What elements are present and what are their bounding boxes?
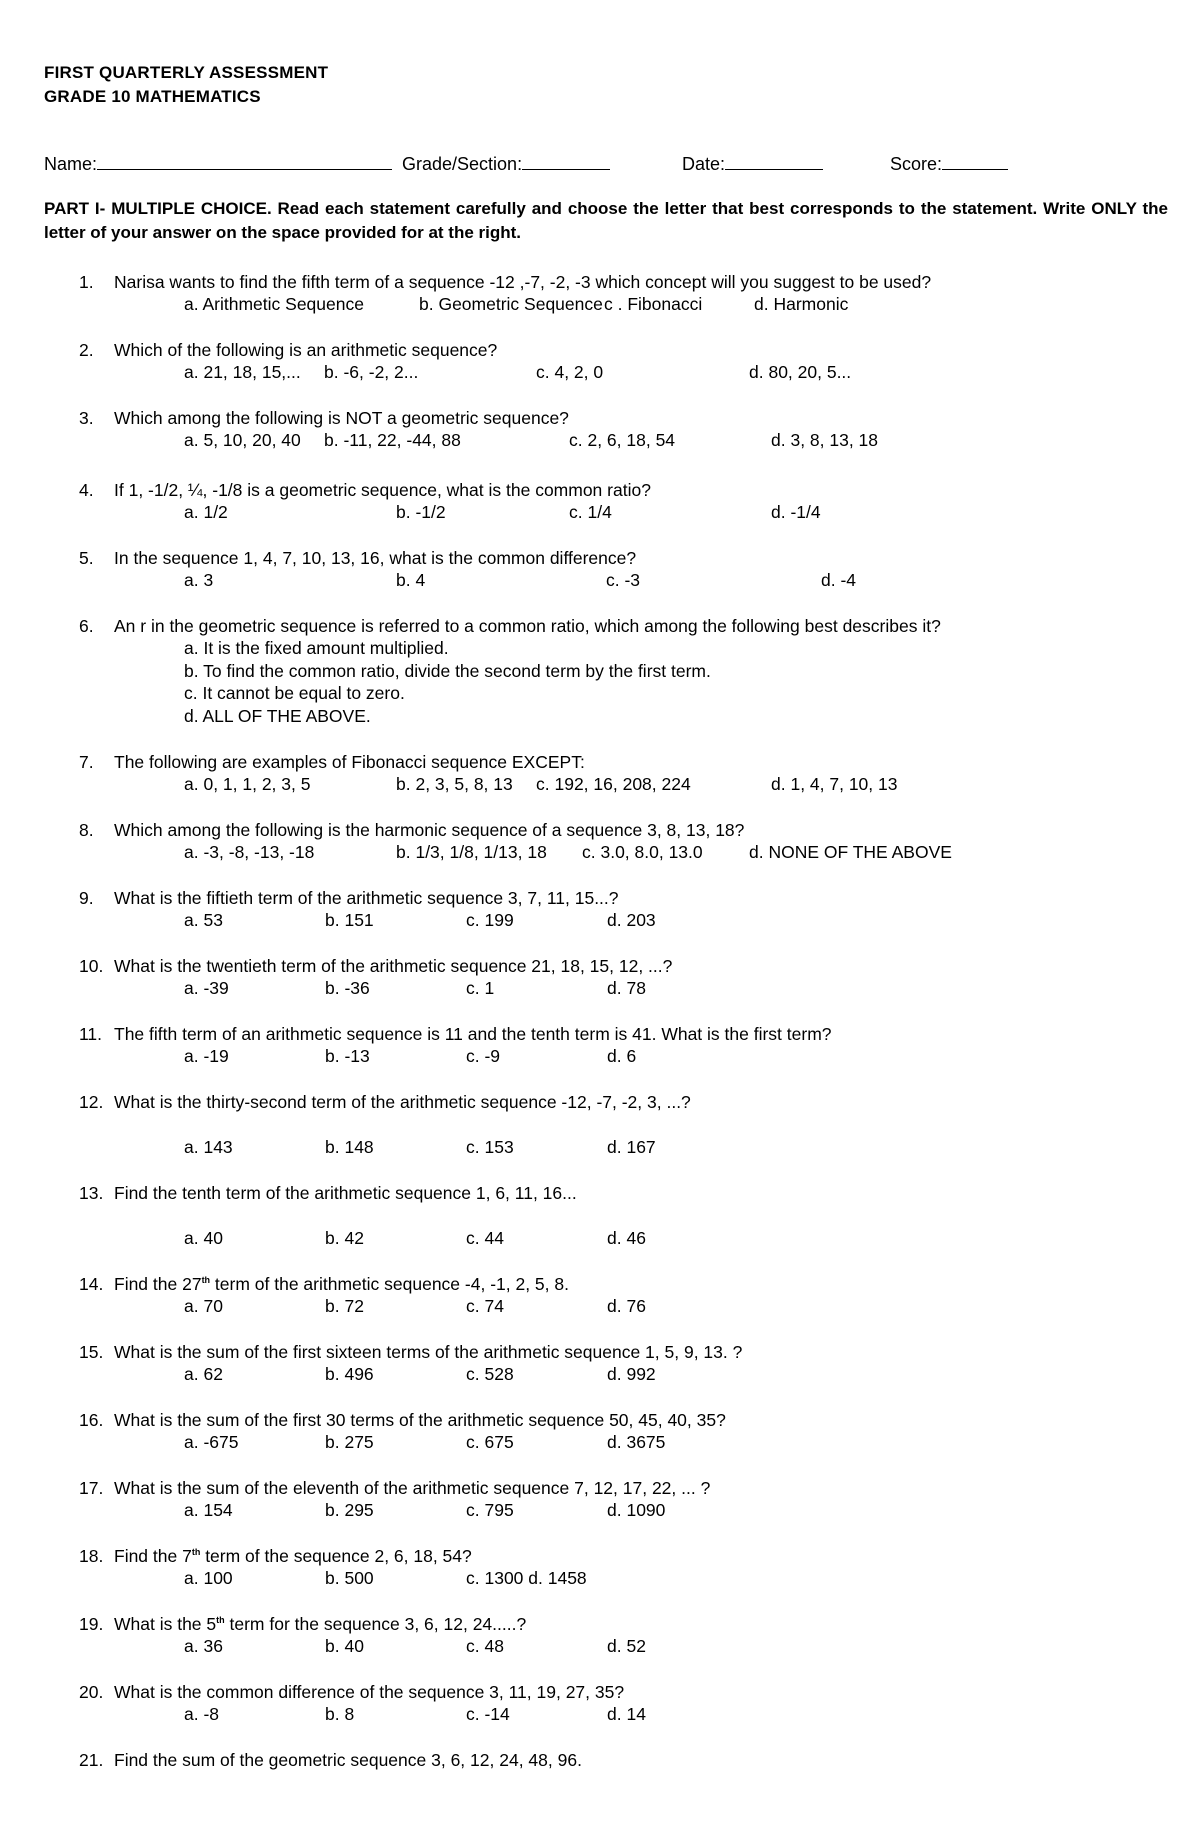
question-number: 16. xyxy=(79,1410,104,1430)
answer-option: c. It cannot be equal to zero. xyxy=(184,683,405,703)
answer-option: c. 74 xyxy=(466,1296,504,1316)
answer-option: b. -6, -2, 2... xyxy=(324,362,419,382)
answer-option: d. NONE OF THE ABOVE xyxy=(749,842,952,862)
answer-option: d. 992 xyxy=(607,1364,656,1384)
answer-option: b. 500 xyxy=(325,1568,374,1588)
answer-option: a. 36 xyxy=(184,1636,223,1656)
answer-option: b. -13 xyxy=(325,1046,370,1066)
grade-section-label: Grade/Section: xyxy=(402,154,523,174)
answer-option: b. 42 xyxy=(325,1228,364,1248)
question-text: Which among the following is the harmonic sequence of a sequence 3, 8, 13, 18? xyxy=(114,820,745,840)
answer-option: d. 203 xyxy=(607,910,656,930)
answer-option: c. 1300 d. 1458 xyxy=(466,1568,587,1588)
question-text: Find the 27th term of the arithmetic sequence -4, -1, 2, 5, 8. xyxy=(114,1274,569,1294)
answer-option: d. 46 xyxy=(607,1228,646,1248)
answer-option: a. 62 xyxy=(184,1364,223,1384)
question-text: What is the sum of the first 30 terms of the arithmetic sequence 50, 45, 40, 35? xyxy=(114,1410,726,1430)
answer-option: a. It is the fixed amount multiplied. xyxy=(184,638,449,658)
question-number: 17. xyxy=(79,1478,104,1498)
answer-option: b. 275 xyxy=(325,1432,374,1452)
instructions: PART I- MULTIPLE CHOICE. Read each statement carefully and choose the letter that best corresponds to the statement. Write ONLY the letter of your answer on the space provided for at the right. xyxy=(44,199,1168,242)
ordinal-superscript: th xyxy=(191,1547,201,1558)
question-text: What is the thirty-second term of the arithmetic sequence -12, -7, -2, 3, ...? xyxy=(114,1092,691,1112)
answer-option: c. 3.0, 8.0, 13.0 xyxy=(582,842,703,862)
answer-option: a. 70 xyxy=(184,1296,223,1316)
answer-option: c. 528 xyxy=(466,1364,514,1384)
question-text: Find the 7th term of the sequence 2, 6, 18, 54? xyxy=(114,1546,472,1566)
page-title: FIRST QUARTERLY ASSESSMENT xyxy=(44,63,329,82)
answer-option: a. -3, -8, -13, -18 xyxy=(184,842,315,862)
question-text: In the sequence 1, 4, 7, 10, 13, 16, what is the common difference? xyxy=(114,548,637,568)
question-number: 14. xyxy=(79,1274,104,1294)
answer-option: c. 795 xyxy=(466,1500,514,1520)
answer-option: c. 675 xyxy=(466,1432,514,1452)
answer-option: a. 3 xyxy=(184,570,214,590)
answer-option: d. -4 xyxy=(821,570,857,590)
answer-option: b. -36 xyxy=(325,978,370,998)
answer-option: d. ALL OF THE ABOVE. xyxy=(184,705,371,726)
question-text: What is the 5th term for the sequence 3, 6, 12, 24.....? xyxy=(114,1614,527,1634)
question-number: 13. xyxy=(79,1183,104,1203)
answer-option: a. 154 xyxy=(184,1500,233,1520)
answer-option: a. 53 xyxy=(184,910,223,930)
answer-option: d. 3, 8, 13, 18 xyxy=(771,430,879,450)
answer-option: d. 167 xyxy=(607,1137,656,1157)
answer-option: c. 48 xyxy=(466,1636,504,1656)
answer-option: a. 100 xyxy=(184,1568,233,1588)
answer-option: d. 6 xyxy=(607,1046,637,1066)
question-number: 3. xyxy=(79,408,94,428)
question-text: What is the fiftieth term of the arithmetic sequence 3, 7, 11, 15...? xyxy=(114,888,619,908)
answer-option: a. -8 xyxy=(184,1704,220,1724)
question-number: 15. xyxy=(79,1342,104,1362)
answer-option: c . Fibonacci xyxy=(604,294,703,314)
question-number: 8. xyxy=(79,820,94,840)
score-label: Score: xyxy=(890,154,943,174)
answer-option: b. 151 xyxy=(325,910,374,930)
answer-option: b. 8 xyxy=(325,1704,355,1724)
answer-option: b. 496 xyxy=(325,1364,374,1384)
question-text: What is the twentieth term of the arithmetic sequence 21, 18, 15, 12, ...? xyxy=(114,956,673,976)
answer-option: a. Arithmetic Sequence xyxy=(184,294,364,314)
answer-option: a. 0, 1, 1, 2, 3, 5 xyxy=(184,774,311,794)
answer-option: b. Geometric Sequence xyxy=(419,294,603,314)
question-text: What is the sum of the eleventh of the arithmetic sequence 7, 12, 17, 22, ... ? xyxy=(114,1478,711,1498)
answer-option: b. -1/2 xyxy=(396,502,446,522)
question-text: Narisa wants to find the fifth term of a sequence -12 ,-7, -2, -3 which concept will you suggest to be used? xyxy=(114,272,932,292)
answer-option: d. 1, 4, 7, 10, 13 xyxy=(771,774,898,794)
question-text: The fifth term of an arithmetic sequence is 11 and the tenth term is 41. What is the first term? xyxy=(114,1024,832,1044)
answer-option: a. -39 xyxy=(184,978,229,998)
question-text: What is the sum of the first sixteen terms of the arithmetic sequence 1, 5, 9, 13. ? xyxy=(114,1342,743,1362)
question-number: 6. xyxy=(79,616,94,636)
answer-option: c. 2, 6, 18, 54 xyxy=(569,430,676,450)
answer-option: a. 40 xyxy=(184,1228,223,1248)
question-text: Which among the following is NOT a geometric sequence? xyxy=(114,408,569,428)
question-number: 20. xyxy=(79,1682,104,1702)
answer-option: d. 1090 xyxy=(607,1500,666,1520)
question-number: 19. xyxy=(79,1614,104,1634)
answer-option: b. To find the common ratio, divide the second term by the first term. xyxy=(184,660,711,681)
answer-option: a. 21, 18, 15,... xyxy=(184,362,301,382)
question-number: 1. xyxy=(79,272,94,292)
answer-option: d. Harmonic xyxy=(754,294,849,314)
answer-option: b. 72 xyxy=(325,1296,364,1316)
answer-option: a. 1/2 xyxy=(184,502,228,522)
answer-option: d. 80, 20, 5... xyxy=(749,362,852,382)
answer-option: d. 3675 xyxy=(607,1432,666,1452)
question-number: 11. xyxy=(79,1024,103,1044)
answer-option: c. 1 xyxy=(466,978,495,998)
answer-option: d. 76 xyxy=(607,1296,646,1316)
question-text: An r in the geometric sequence is referred to a common ratio, which among the following best describes it? xyxy=(114,616,941,636)
answer-option: b. -11, 22, -44, 88 xyxy=(324,430,461,450)
question-number: 9. xyxy=(79,888,94,908)
answer-option: c. 4, 2, 0 xyxy=(536,362,604,382)
answer-option: a. 143 xyxy=(184,1137,233,1157)
answer-option: d. -1/4 xyxy=(771,502,821,522)
answer-option: b. 1/3, 1/8, 1/13, 18 xyxy=(396,842,547,862)
answer-option: b. 2, 3, 5, 8, 13 xyxy=(396,774,513,794)
answer-option: c. -9 xyxy=(466,1046,501,1066)
answer-option: c. -14 xyxy=(466,1704,510,1724)
question-text: What is the common difference of the sequence 3, 11, 19, 27, 35? xyxy=(114,1682,625,1702)
answer-option: c. 199 xyxy=(466,910,514,930)
answer-option: d. 14 xyxy=(607,1704,646,1724)
answer-option: c. 192, 16, 208, 224 xyxy=(536,774,691,794)
answer-option: c. 153 xyxy=(466,1137,514,1157)
answer-option: b. 4 xyxy=(396,570,426,590)
ordinal-superscript: th xyxy=(216,1615,225,1626)
question-text: If 1, -1/2, ¼, -1/8 is a geometric sequence, what is the common ratio? xyxy=(114,480,651,500)
answer-option: d. 52 xyxy=(607,1636,646,1656)
answer-option: c. 1/4 xyxy=(569,502,612,522)
answer-option: b. 40 xyxy=(325,1636,364,1656)
question-number: 4. xyxy=(79,480,94,500)
answer-option: a. -19 xyxy=(184,1046,229,1066)
name-label: Name: xyxy=(44,154,98,174)
answer-option: a. -675 xyxy=(184,1432,239,1452)
question-number: 21. xyxy=(79,1750,104,1770)
question-number: 18. xyxy=(79,1546,104,1566)
question-text: Which of the following is an arithmetic sequence? xyxy=(114,340,498,360)
ordinal-superscript: th xyxy=(201,1275,211,1286)
answer-option: c. 44 xyxy=(466,1228,504,1248)
answer-option: b. 295 xyxy=(325,1500,374,1520)
answer-option: c. -3 xyxy=(606,570,641,590)
page-subtitle: GRADE 10 MATHEMATICS xyxy=(44,87,261,106)
question-number: 10. xyxy=(79,956,104,976)
question-number: 12. xyxy=(79,1092,104,1112)
answer-option: b. 148 xyxy=(325,1137,374,1157)
date-label: Date: xyxy=(682,154,726,174)
question-number: 5. xyxy=(79,548,94,568)
question-text: The following are examples of Fibonacci sequence EXCEPT: xyxy=(114,752,585,772)
answer-option: d. 78 xyxy=(607,978,646,998)
question-number: 2. xyxy=(79,340,94,360)
question-number: 7. xyxy=(79,752,94,772)
question-text: Find the sum of the geometric sequence 3, 6, 12, 24, 48, 96. xyxy=(114,1750,582,1770)
question-text: Find the tenth term of the arithmetic sequence 1, 6, 11, 16... xyxy=(114,1183,577,1203)
answer-option: a. 5, 10, 20, 40 xyxy=(184,430,301,450)
